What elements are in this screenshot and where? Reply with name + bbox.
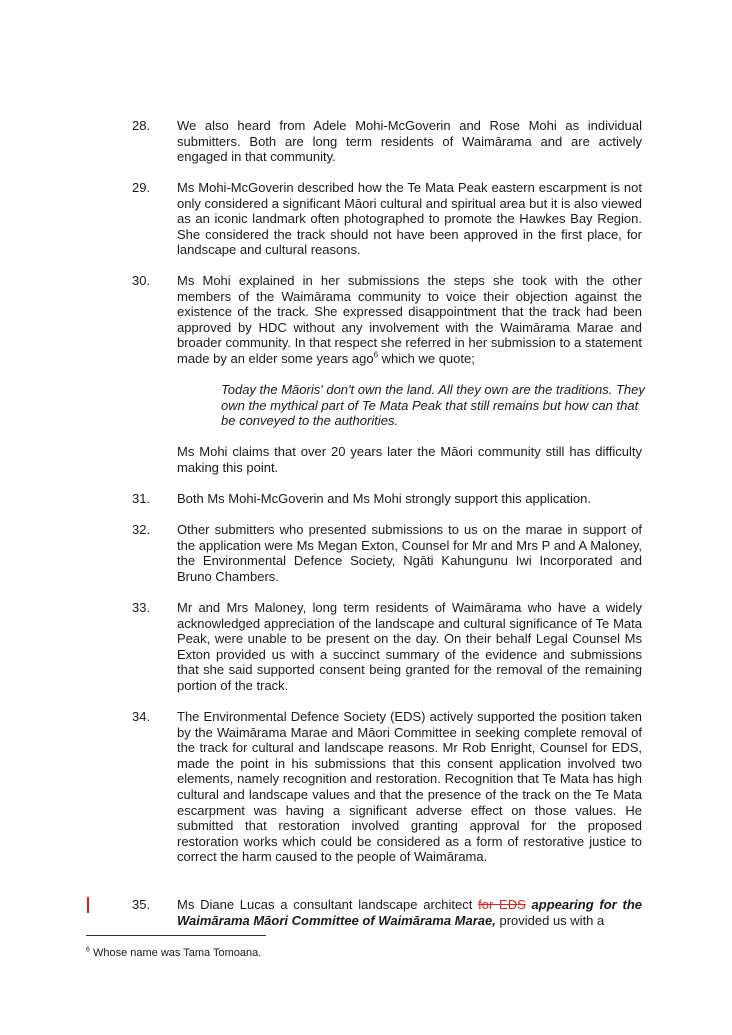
footnote (86, 946, 261, 960)
paragraph-text: The Environmental Defence Society (EDS) actively supported the position taken by the Waimārama Marae and Māori Committee in seeking complete removal of the track for cultural and landscape reasons. Mr Rob Enright, Counsel for EDS, made the point in his submissions that this consent application involved two elements, namely recognition and restoration. Recognition that Te Mata has high cultural and landscape values and that the presence of the track on the Te Mata escarpment was having a significant adverse effect on those values. He submitted that restoration involved granting approval for the proposed restoration works which could be considered as a form of restorative justice to correct the harm caused to the people of Waimārama. (177, 709, 642, 865)
footnote-ref[interactable]: 6 (373, 350, 379, 360)
paragraph-text-main: Ms Diane Lucas a consultant landscape architect (177, 897, 479, 912)
paragraph-number: 28. (132, 118, 151, 133)
paragraph-text: Both Ms Mohi-McGoverin and Ms Mohi strongly support this application. (177, 491, 592, 506)
paragraph-text: Mr and Mrs Maloney, long term residents of Waimārama who have a widely acknowledged appreciation of the landscape and cultural significance of Te Mata Peak, were unable to be present on the day. On their behalf Legal Counsel Ms Exton provided us with a succinct summary of the evidence and submissions that she said supported consent being granted for the removal of the remaining portion of the track. (177, 600, 642, 693)
paragraph-number: 33. (132, 600, 151, 615)
change-bar-marker (87, 897, 89, 913)
paragraph-number: 35. (132, 897, 151, 912)
paragraph-text: Other submitters who presented submissions to us on the marae in support of the application were Ms Megan Exton, Counsel for Mr and Mrs P and A Maloney, the Environmental Defence Society, Ngāti Kahungunu Iwi Incorporated and Bruno Chambers. (177, 522, 642, 584)
paragraph-text: Ms Mohi-McGoverin described how the Te Mata Peak eastern escarpment is not only considered a significant Māori cultural and spiritual area but it is also viewed as an iconic landmark often photographed to promote the Hawkes Bay Region. She considered the track should not have been approved in the first place, for landscape and cultural reasons. (177, 180, 642, 258)
inserted-text: appearing for the Waimārama Māori Committee of Waimārama Marae, (177, 897, 642, 928)
paragraph-number: 30. (132, 273, 151, 288)
paragraph-number: 31. (132, 491, 151, 506)
paragraph-text-main: Ms Mohi explained in her submissions the steps she took with the other members of the Waimārama community to voice their objection against the existence of the track. She expressed disappointment that the track had been approved by HDC without any involvement with the Waimārama Marae and broader community. In that respect she referred in her submission to a statement made by an elder some years ago (177, 273, 642, 366)
footnote-divider (86, 935, 266, 936)
paragraph-text (177, 897, 642, 928)
paragraph-text (177, 273, 642, 367)
paragraph-text-after: which we quote; (378, 350, 475, 366)
paragraph-number: 29. (132, 180, 151, 195)
paragraph-continuation: Ms Mohi claims that over 20 years later the Māori community still has difficulty making this point. (177, 444, 642, 475)
paragraph-number: 32. (132, 522, 151, 537)
paragraph-text: We also heard from Adele Mohi-McGoverin and Rose Mohi as individual submitters. Both are long term residents of Waimārama and are actively engaged in that community. (177, 118, 642, 165)
block-quote: Today the Māoris' don't own the land. All they own are the traditions. They own the mythical part of Te Mata Peak that still remains but how can that be conveyed to the authorities. (221, 382, 645, 429)
paragraph-text-after: provided us with a (495, 912, 605, 928)
paragraph-number: 34. (132, 709, 151, 724)
footnote-number: 6 (86, 946, 90, 954)
footnote-text: Whose name was Tama Tomoana. (92, 947, 262, 959)
deleted-text: for EDS (478, 897, 526, 912)
